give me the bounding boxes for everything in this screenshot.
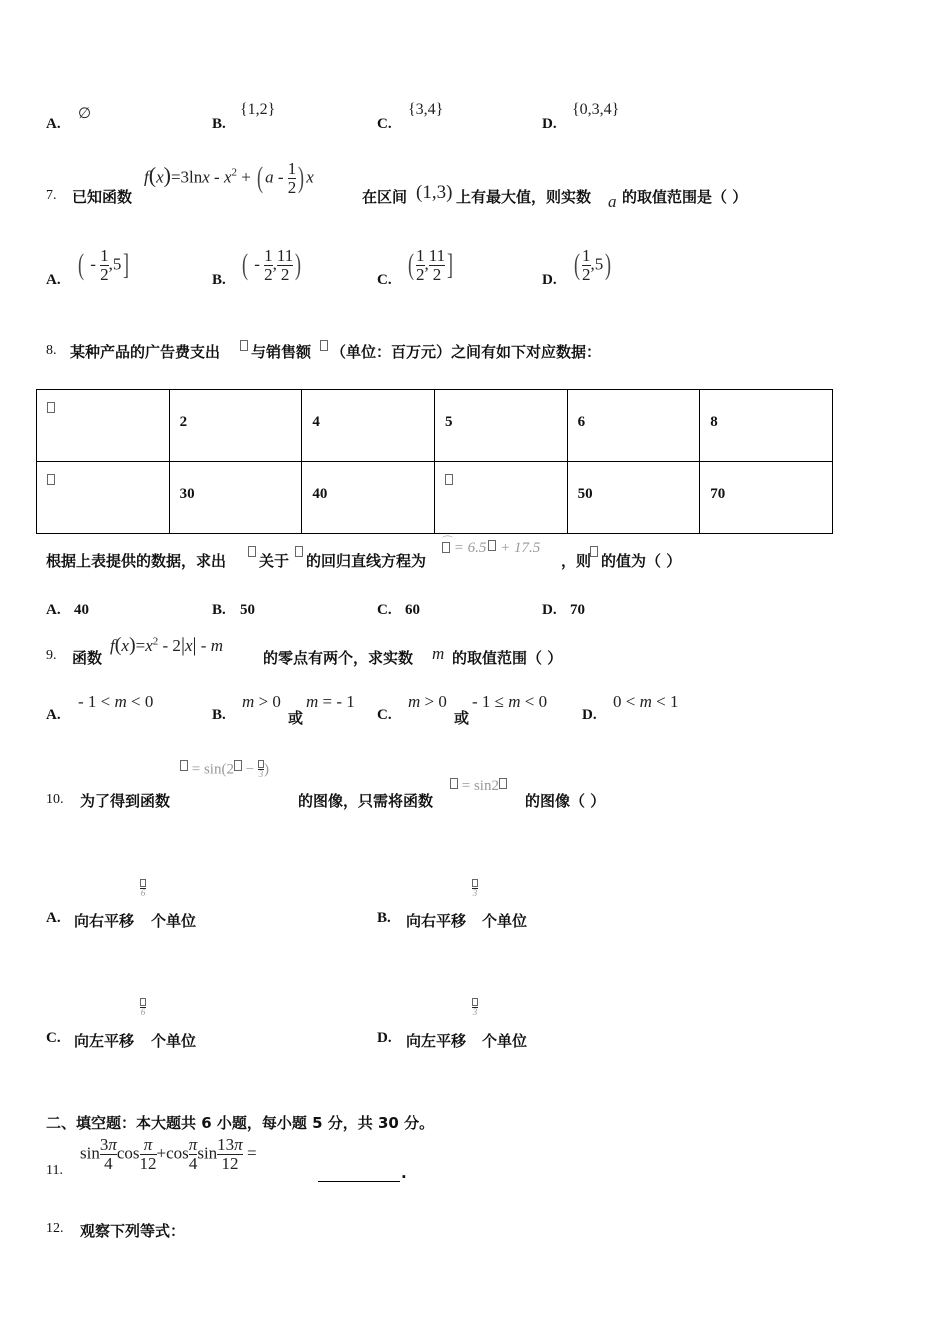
q11-answer-blank[interactable]: [318, 1163, 400, 1182]
q6-option-c-value: {3,4}: [408, 101, 444, 118]
q6-option-b-label: B.: [212, 116, 226, 132]
q8-text-c: （单位：百万元）之间有如下对应数据：: [331, 343, 602, 361]
q10-text-b: 的图像，只需将函数: [298, 792, 434, 810]
q10-number: 10.: [46, 792, 64, 807]
table-cell: 2: [169, 390, 302, 462]
table-cell: 6: [567, 390, 700, 462]
q6-option-a-value: ∅: [78, 106, 92, 122]
q9-text-b: 的零点有两个，求实数: [263, 649, 414, 667]
q10-target-function: = sin(2 − 3 ): [180, 760, 269, 780]
table-cell: 4: [302, 390, 435, 462]
q8-option-a-label: A.: [46, 602, 61, 618]
q7-option-c-value: ( $\frac{1}{2}$ , $\frac{11}{2}$ ]: [408, 246, 454, 284]
q9-var-m: m: [432, 644, 445, 663]
q9-number: 9.: [46, 648, 57, 663]
q9-option-c-label: C.: [377, 707, 392, 723]
q10-option-d-text: 向左平移: [406, 1032, 467, 1050]
q10-option-b-label: B.: [377, 910, 391, 926]
q8-after-text-d: ，则: [561, 552, 592, 570]
q10-option-c-label: C.: [46, 1030, 61, 1046]
q10-option-a-text: 向右平移: [74, 912, 135, 930]
q8-option-d-label: D.: [542, 602, 557, 618]
q8-text-a: 某种产品的广告费支出: [70, 343, 221, 361]
q7-text-b: 在区间: [362, 188, 408, 206]
q7-option-d-value: ( $\frac{1}{2}$ ,5): [574, 246, 612, 284]
q10-option-d-fraction: 3: [472, 998, 478, 1018]
q7-text-c: 上有最大值，则实数: [456, 188, 592, 206]
q8-var-x-box: [240, 340, 248, 359]
q10-text-c: 的图像（ ）: [525, 792, 606, 810]
table-header-x: [37, 390, 170, 462]
table-header-y: [37, 462, 170, 534]
q8-option-a-value: 40: [74, 602, 89, 618]
q6-option-d-label: D.: [542, 116, 557, 132]
q10-option-a-fraction: 6: [140, 879, 146, 899]
q9-option-c-value-2: - 1 ≤ m < 0: [472, 692, 548, 711]
q7-option-b-label: B.: [212, 272, 226, 288]
q9-option-a-value: - 1 < m < 0: [78, 692, 154, 711]
q11-number: 11.: [46, 1163, 63, 1178]
q7-option-c-label: C.: [377, 272, 392, 288]
q7-option-d-label: D.: [542, 272, 557, 288]
q7-interval: (1,3): [416, 182, 453, 203]
q7-function-formula: $f(x)=3\ln x - x^2$ + ( a - $\frac{1}{2}$ ) x: [144, 159, 314, 197]
q8-regression-equation: ⌒ = 6.5 + 17.5: [442, 536, 541, 556]
q8-eq-tail: + 17.5: [500, 540, 541, 556]
q8-after-box-2: [295, 546, 303, 565]
q10-option-d-label: D.: [377, 1030, 392, 1046]
q9-option-d-label: D.: [582, 707, 597, 723]
q6-option-d-value: {0,3,4}: [572, 101, 620, 118]
q7-number: 7.: [46, 188, 57, 203]
q8-after-text-c: 的回归直线方程为: [306, 552, 427, 570]
table-cell: 5: [434, 390, 567, 462]
q10-option-d-unit: 个单位: [482, 1032, 528, 1050]
q7-var-a: a: [608, 192, 617, 211]
q9-option-c-or: 或: [454, 709, 470, 727]
q11-expression: sin $\frac{3\pi}{4}$ cos $\frac{\pi}{12}$ +cos $\frac{\pi}{4}$ sin $\frac{13\pi}{12}$ =: [80, 1135, 257, 1173]
q12-text: 观察下列等式：: [80, 1222, 186, 1240]
q10-option-b-fraction: 3: [472, 879, 478, 899]
table-cell-unknown: [434, 462, 567, 534]
q9-function-formula: $f(x)=x^2 - 2|x| - m$: [110, 634, 223, 656]
table-cell: 8: [700, 390, 833, 462]
q8-number: 8.: [46, 343, 57, 358]
q7-text-d: 的取值范围是（ ）: [622, 188, 748, 206]
q9-option-b-label: B.: [212, 707, 226, 723]
q10-option-c-text: 向左平移: [74, 1032, 135, 1050]
q9-option-b-or: 或: [288, 709, 304, 727]
q9-option-c-value-1: m > 0: [408, 692, 447, 711]
q8-option-d-value: 70: [570, 602, 585, 618]
table-row: [37, 390, 833, 462]
table-row: [37, 462, 833, 534]
q10-option-b-text: 向右平移: [406, 912, 467, 930]
q10-text-a: 为了得到函数: [80, 792, 171, 810]
q10-option-c-unit: 个单位: [151, 1032, 197, 1050]
q8-data-table: [36, 389, 833, 534]
q8-after-box-3: [590, 546, 598, 565]
q6-option-c-label: C.: [377, 116, 392, 132]
q9-option-a-label: A.: [46, 707, 61, 723]
q10-option-c-fraction: 6: [140, 998, 146, 1018]
q7-text-a: 已知函数: [72, 188, 133, 206]
q8-eq-rest: = 6.5: [453, 540, 487, 556]
q8-text-b: 与销售额: [251, 343, 312, 361]
q8-option-b-value: 50: [240, 602, 255, 618]
q7-option-a-label: A.: [46, 272, 61, 288]
q10-option-b-unit: 个单位: [482, 912, 528, 930]
q10-option-a-label: A.: [46, 910, 61, 926]
q8-option-c-value: 60: [405, 602, 420, 618]
q8-var-y-box: [320, 340, 328, 359]
q11-end: .: [401, 1164, 407, 1182]
table-cell: 70: [700, 462, 833, 534]
q8-option-b-label: B.: [212, 602, 226, 618]
q8-after-text-e: 的值为（ ）: [601, 552, 682, 570]
section-2-title: 二、填空题：本大题共 6 小题，每小题 5 分，共 30 分。: [46, 1114, 435, 1132]
table-cell: 30: [169, 462, 302, 534]
table-cell: 50: [567, 462, 700, 534]
q6-option-b-value: {1,2}: [240, 101, 276, 118]
q8-after-box-1: [248, 546, 256, 565]
q9-option-b-value-1: m > 0: [242, 692, 281, 711]
q9-text-c: 的取值范围（ ）: [452, 649, 563, 667]
q10-option-a-unit: 个单位: [151, 912, 197, 930]
q8-after-text-a: 根据上表提供的数据，求出: [46, 552, 227, 570]
table-cell: 40: [302, 462, 435, 534]
q9-option-b-value-2: m = - 1: [306, 692, 355, 711]
q7-option-a-value: ( - $\frac{1}{2}$ ,5]: [78, 246, 130, 284]
q10-source-function: = sin2: [450, 778, 507, 795]
q7-option-b-value: ( - $\frac{1}{2}$ , $\frac{11}{2}$ ): [242, 246, 302, 284]
q8-option-c-label: C.: [377, 602, 392, 618]
q6-option-a-label: A.: [46, 116, 61, 132]
q9-text-a: 函数: [72, 649, 103, 667]
q12-number: 12.: [46, 1221, 64, 1236]
q8-after-text-b: 关于: [259, 552, 290, 570]
q9-option-d-value: 0 < m < 1: [613, 692, 679, 711]
